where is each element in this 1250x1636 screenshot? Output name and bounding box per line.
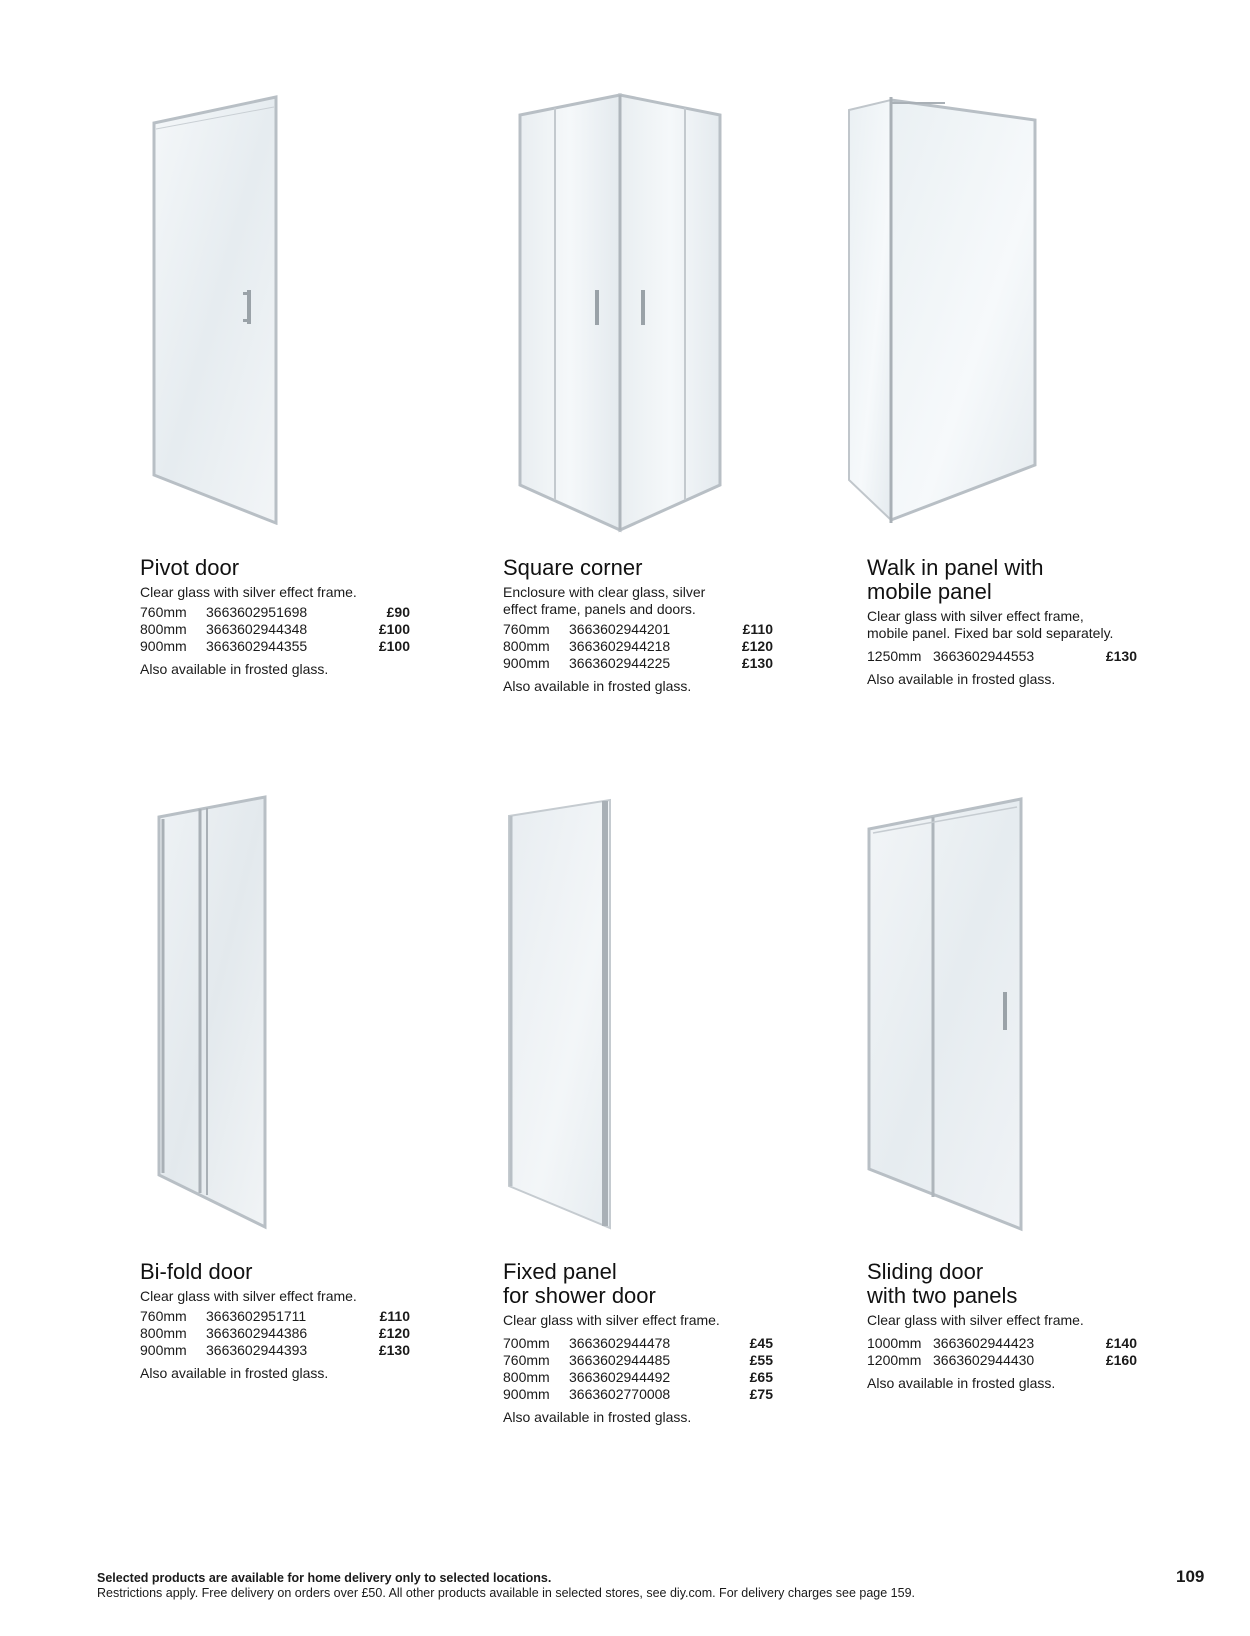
table-row: 760mm 3663602951698 £90 (140, 604, 410, 620)
product-title: Square corner (503, 555, 643, 580)
fixed-panel-image (505, 798, 615, 1230)
availability-note: Also available in frosted glass. (140, 661, 329, 677)
table-row: 800mm 3663602944492 £65 (503, 1369, 773, 1385)
walk-in-panel-image (845, 95, 1040, 525)
table-row: 900mm 3663602944225 £130 (503, 655, 773, 671)
table-row: 1200mm 3663602944430 £160 (867, 1352, 1137, 1368)
availability-note: Also available in frosted glass. (867, 1375, 1056, 1391)
product-fixed-panel (503, 1260, 778, 1426)
price-table (867, 1335, 1137, 1369)
product-description: Clear glass with silver effect frame, mobile panel. Fixed bar sold separately. (867, 608, 1114, 641)
table-row: 800mm 3663602944218 £120 (503, 638, 773, 654)
table-row: 900mm 3663602944393 £130 (140, 1342, 410, 1358)
product-title: Walk in panel with mobile panel (867, 555, 1044, 604)
price-table (503, 621, 773, 672)
product-square-corner (503, 556, 778, 695)
footer-disclaimer (97, 1571, 915, 1601)
product-walk-in-panel (867, 556, 1167, 688)
price-table (140, 604, 410, 655)
table-row: 700mm 3663602944478 £45 (503, 1335, 773, 1351)
product-title: Bi-fold door (140, 1259, 253, 1284)
product-description: Clear glass with silver effect frame. (867, 1312, 1084, 1328)
product-title: Sliding door with two panels (867, 1259, 1018, 1308)
product-description: Clear glass with silver effect frame. (503, 1312, 720, 1328)
table-row: 760mm 3663602944201 £110 (503, 621, 773, 637)
table-row: 800mm 3663602944386 £120 (140, 1325, 410, 1341)
product-description: Clear glass with silver effect frame. (140, 584, 357, 600)
page-number: 109 (1176, 1567, 1205, 1586)
pivot-door-image (150, 95, 285, 525)
product-bi-fold-door (140, 1260, 415, 1382)
availability-note: Also available in frosted glass. (503, 1409, 692, 1425)
table-row: 900mm 3663602770008 £75 (503, 1386, 773, 1402)
product-title: Pivot door (140, 555, 240, 580)
product-pivot-door (140, 556, 415, 678)
table-row: 800mm 3663602944348 £100 (140, 621, 410, 637)
product-title: Fixed panel for shower door (503, 1259, 656, 1308)
sliding-door-image (865, 797, 1025, 1232)
table-row: 1000mm 3663602944423 £140 (867, 1335, 1137, 1351)
square-corner-image (515, 90, 725, 535)
availability-note: Also available in frosted glass. (140, 1365, 329, 1381)
footer-line-1: Selected products are available for home delivery only to selected locations. (97, 1571, 552, 1585)
table-row: 900mm 3663602944355 £100 (140, 638, 410, 654)
table-row: 1250mm 3663602944553 £130 (867, 648, 1137, 664)
bi-fold-door-image (155, 795, 270, 1230)
product-sliding-door (867, 1260, 1142, 1392)
table-row: 760mm 3663602944485 £55 (503, 1352, 773, 1368)
price-table (140, 1308, 410, 1359)
price-table (503, 1335, 773, 1403)
footer-line-2: Restrictions apply. Free delivery on orders over £50. All other products available in selected stores, see diy.com. For delivery charges see page 159. (97, 1586, 916, 1600)
availability-note: Also available in frosted glass. (503, 678, 692, 694)
availability-note: Also available in frosted glass. (867, 671, 1056, 687)
price-table (867, 648, 1137, 665)
product-description: Enclosure with clear glass, silver effect frame, panels and doors. (503, 584, 706, 617)
table-row: 760mm 3663602951711 £110 (140, 1308, 410, 1324)
product-description: Clear glass with silver effect frame. (140, 1288, 357, 1304)
